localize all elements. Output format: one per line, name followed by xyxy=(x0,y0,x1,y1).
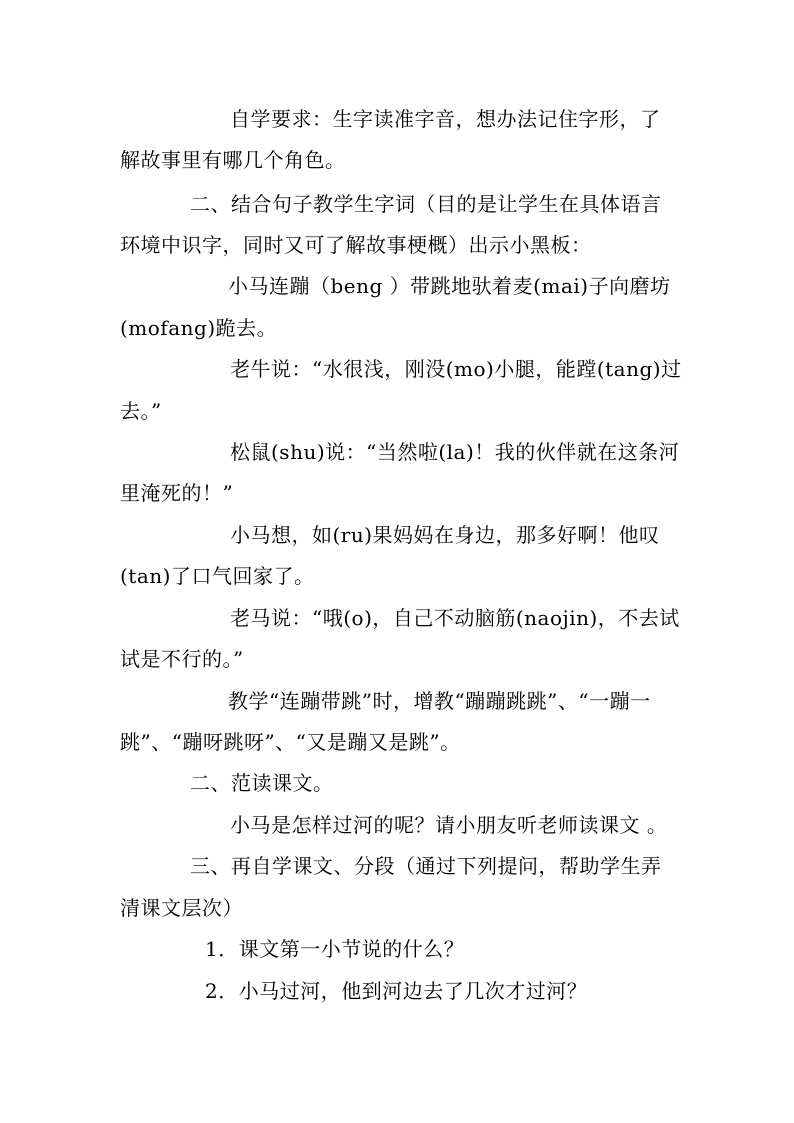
example-sentence-1-cont: (mofang)跪去。 xyxy=(120,316,278,340)
model-reading-question: 小马是怎样过河的呢？请小朋友听老师读课文 。 xyxy=(230,813,668,837)
paragraph-self-study-requirement: 自学要求：生字读准字音，想办法记住字形，了 xyxy=(230,107,661,131)
section-heading-two: 二、结合句子教学生字词（目的是让学生在具体语言 xyxy=(190,192,662,216)
section-heading-two-cont: 环境中识字，同时又可了解故事梗概）出示小黑板： xyxy=(120,233,592,257)
example-sentence-5: 老马说：“哦(o)，自己不动脑筋(naojin)，不去试 xyxy=(230,606,680,630)
example-sentence-1: 小马连蹦（beng ）带跳地驮着麦(mai)子向磨坊 xyxy=(228,274,671,298)
section-heading-three-cont: 清课文层次） xyxy=(120,896,243,920)
teaching-note: 教学“连蹦带跳”时，增教“蹦蹦跳跳”、“一蹦一 xyxy=(228,689,651,713)
example-sentence-4: 小马想，如(ru)果妈妈在身边，那多好啊！他叹 xyxy=(230,523,660,547)
example-sentence-4-cont: (tan)了口气回家了。 xyxy=(120,564,315,588)
section-heading-three: 三、再自学课文、分段（通过下列提问，帮助学生弄 xyxy=(190,854,662,878)
example-sentence-3-cont: 里淹死的！” xyxy=(120,481,234,505)
example-sentence-5-cont: 试是不行的。” xyxy=(120,647,244,671)
question-1: 1．课文第一小节说的什么？ xyxy=(205,937,465,961)
example-sentence-3: 松鼠(shu)说：“当然啦(la)！我的伙伴就在这条河 xyxy=(230,440,680,464)
example-sentence-2: 老牛说：“水很浅，刚没(mo)小腿，能蹚(tang)过 xyxy=(230,357,682,381)
teaching-note-cont: 跳”、“蹦呀跳呀”、“又是蹦又是跳”。 xyxy=(120,730,461,754)
example-sentence-2-cont: 去。” xyxy=(120,399,162,423)
paragraph-self-study-requirement-cont: 解故事里有哪几个角色。 xyxy=(120,148,346,172)
question-2: 2．小马过河，他到河边去了几次才过河？ xyxy=(205,979,588,1003)
section-heading-model-reading: 二、范读课文。 xyxy=(190,771,334,795)
